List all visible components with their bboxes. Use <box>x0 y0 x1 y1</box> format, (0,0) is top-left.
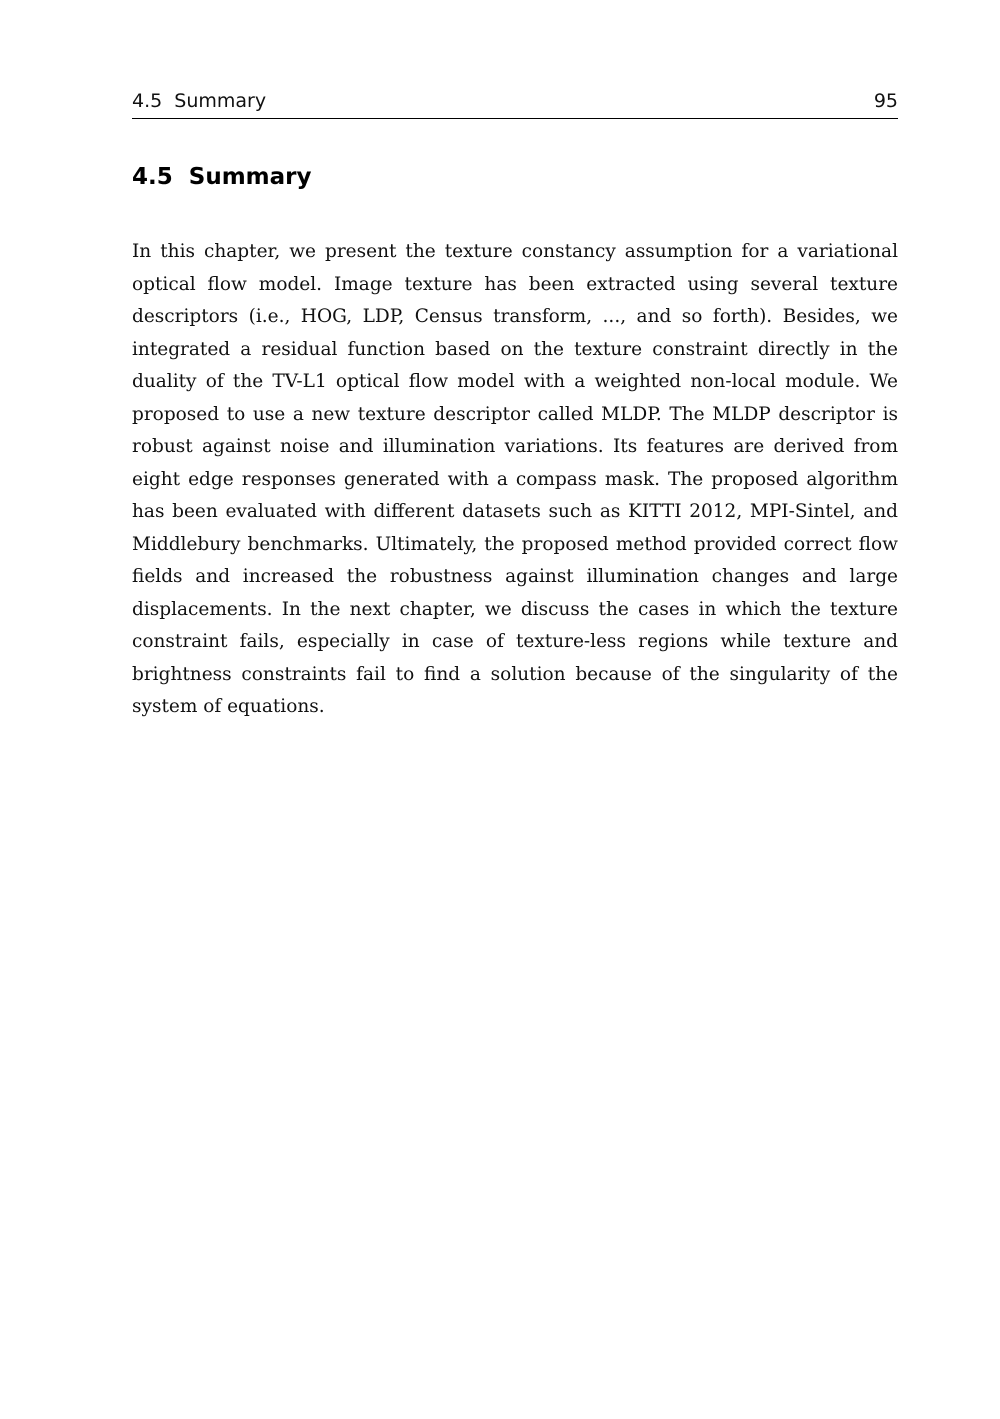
summary-paragraph: In this chapter, we present the texture constancy assumption for a variational optical flow model. Image texture has been extracted using several texture descriptors (i.e., HOG, LDP, Census transform, ..., and so forth). Besides, we integrated a residual function based on the texture constraint directly in the duality of the TV-L1 optical flow model with a weighted non-local module. We proposed to use a new texture descriptor called MLDP. The MLDP descriptor is robust against noise and illumination variations. Its features are derived from eight edge responses generated with a compass mask. The proposed algorithm has been evaluated with different datasets such as KITTI 2012, MPI-Sintel, and Middlebury benchmarks. Ultimately, the proposed method provided correct flow fields and increased the robustness against illumination changes and large displacements. In the next chapter, we discuss the cases in which the texture constraint fails, especially in case of texture-less regions while texture and brightness constraints fail to find a solution because of the singularity of the system of equations. <box>132 241 898 717</box>
running-header <box>132 88 898 119</box>
running-header-section: 4.5 Summary <box>132 90 267 112</box>
section-heading: 4.5 Summary <box>132 164 312 190</box>
page-number: 95 <box>873 90 898 112</box>
